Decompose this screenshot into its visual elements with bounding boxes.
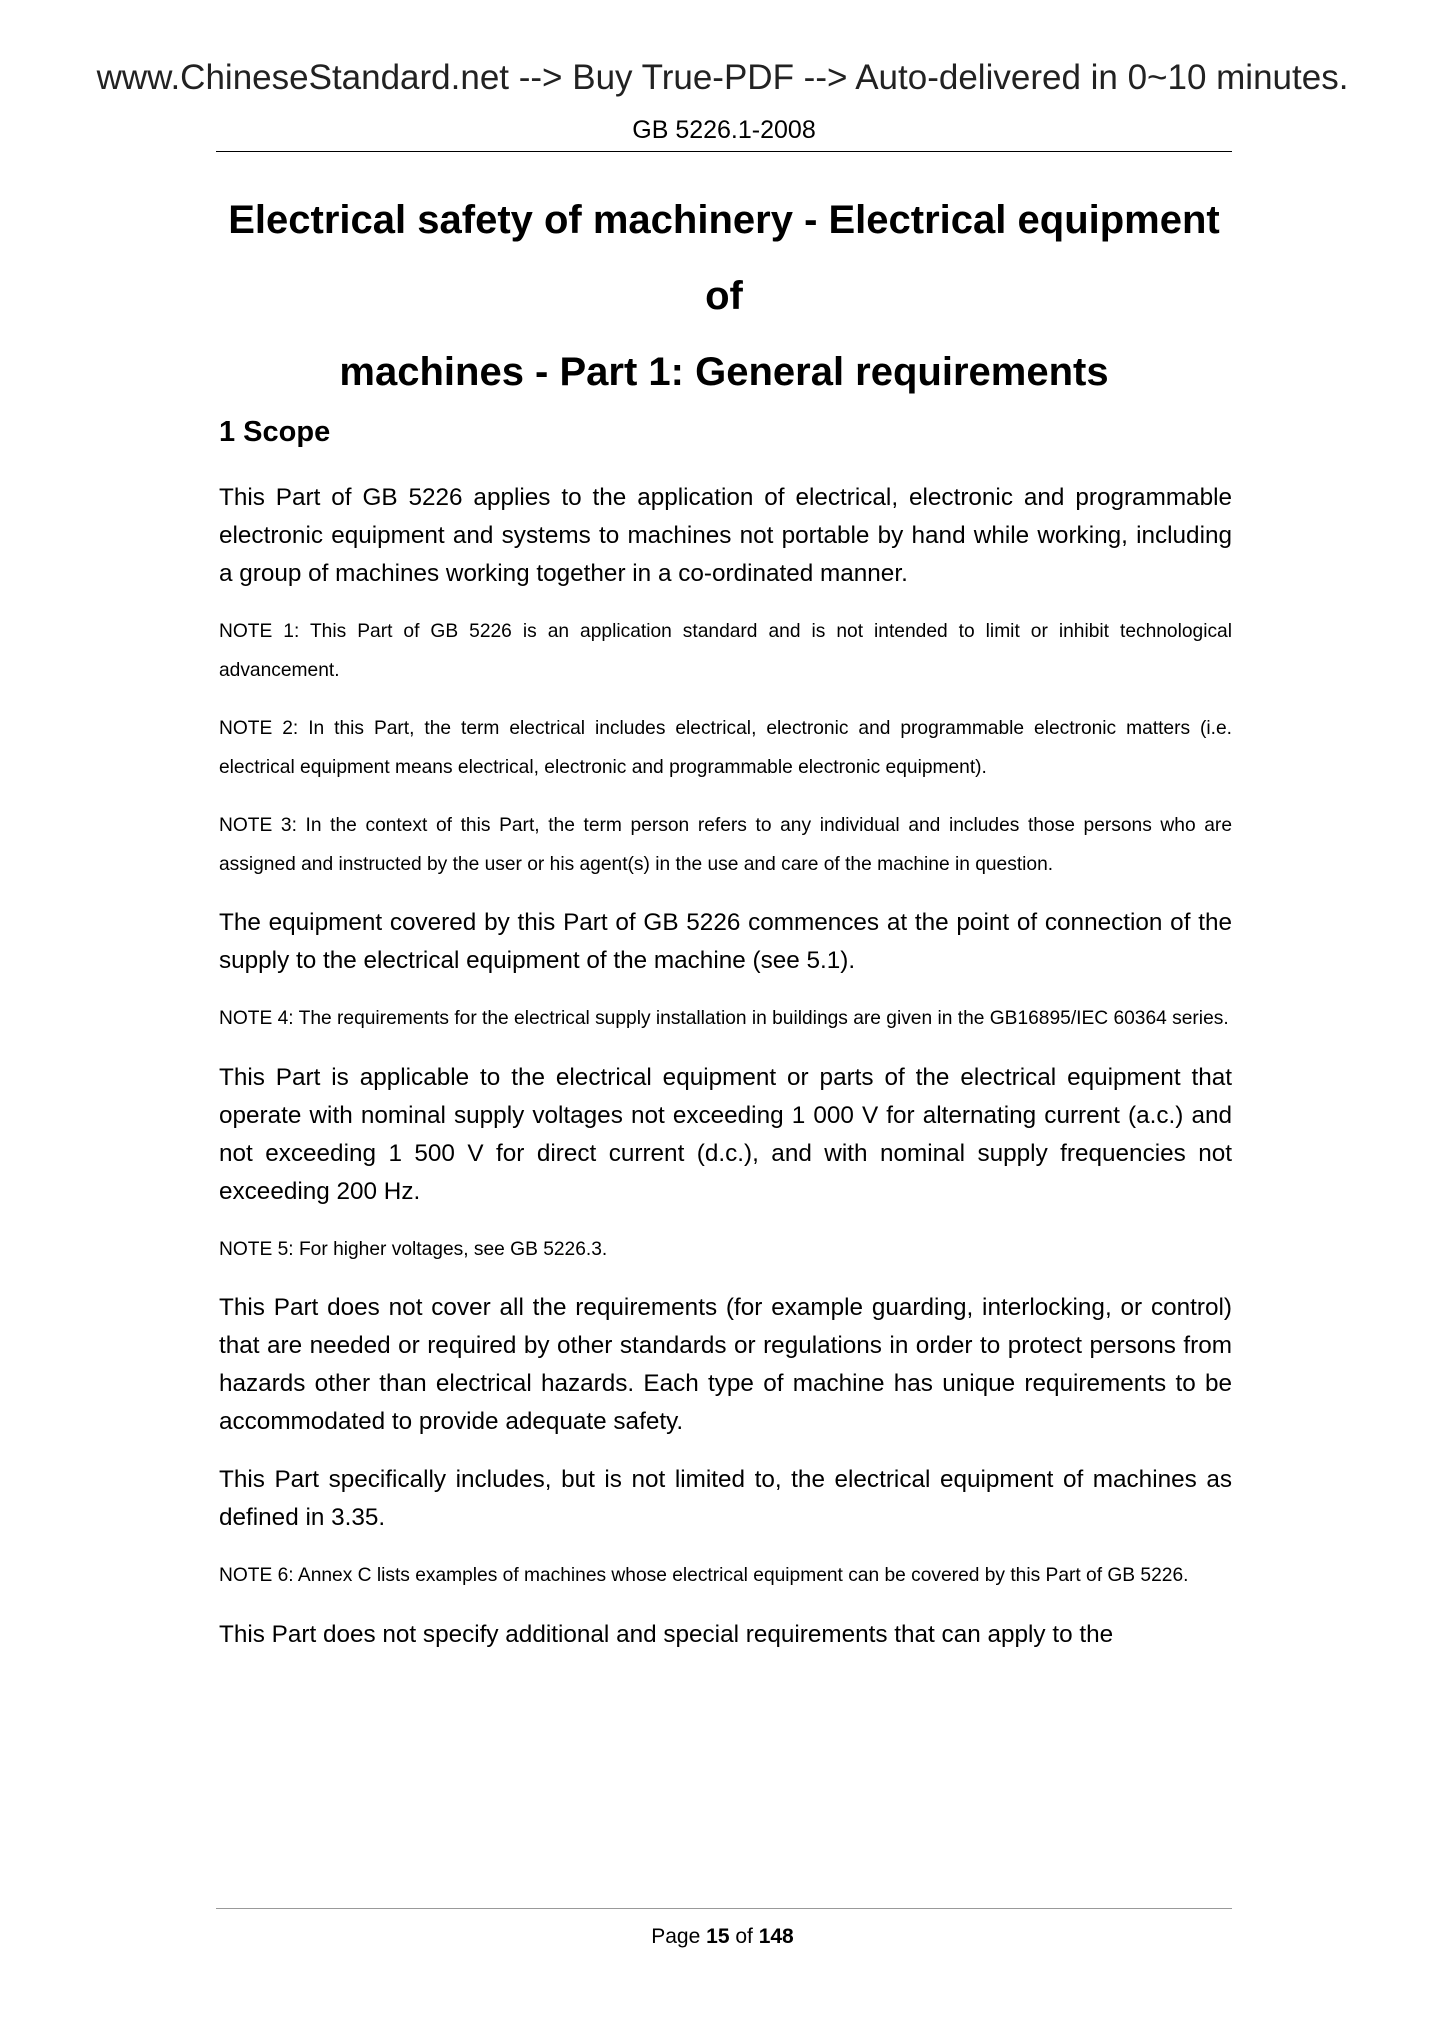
note: NOTE 1: This Part of GB 5226 is an application standard and is not intended to limit or inhibit technological advancement.	[219, 621, 1232, 681]
paragraph: This Part specifically includes, but is not limited to, the electrical equipment of machines as defined in 3.35.	[219, 1466, 1232, 1531]
page-footer	[0, 1923, 1445, 1951]
page-total: 148	[758, 1925, 794, 1948]
title-line-2: machines - Part 1: General requirements	[339, 350, 1109, 394]
note: NOTE 6: Annex C lists examples of machines whose electrical equipment can be covered by this Part of GB 5226.	[219, 1565, 1189, 1586]
section-heading: 1 Scope	[219, 416, 331, 448]
document-id: GB 5226.1-2008	[632, 116, 816, 144]
paragraph: The equipment covered by this Part of GB 5226 commences at the point of connection of the supply to the electrical equipment of the machine (see 5.1).	[219, 909, 1232, 974]
note: NOTE 2: In this Part, the term electrical includes electrical, electronic and programmable electronic matters (i.e. electrical equipment means electrical, electronic and programmable electronic equipment).	[219, 718, 1232, 778]
page-of-label: of	[735, 1925, 753, 1948]
document-title	[216, 182, 1232, 410]
paragraph: This Part is applicable to the electrical equipment or parts of the electrical equipment that operate with nominal supply voltages not exceeding 1 000 V for alternating current (a.c.) and not exceeding 1 500 V for direct current (d.c.), and with nominal supply frequencies not exceeding 200 Hz.	[219, 1063, 1232, 1205]
note: NOTE 5: For higher voltages, see GB 5226.3.	[219, 1238, 608, 1260]
footer-divider	[216, 1908, 1232, 1909]
paragraph: This Part does not specify additional and special requirements that can apply to the	[219, 1620, 1114, 1648]
note: NOTE 3: In the context of this Part, the term person refers to any individual and includes those persons who are assigned and instructed by the user or his agent(s) in the use and care of the machine in question.	[219, 815, 1232, 875]
paragraph: This Part of GB 5226 applies to the application of electrical, electronic and programmable electronic equipment and systems to machines not portable by hand while working, including a group of machines working together in a co-ordinated manner.	[219, 484, 1232, 587]
header-divider	[216, 151, 1232, 152]
title-line-1: Electrical safety of machinery - Electrical equipment of	[228, 198, 1220, 318]
document-body	[219, 414, 1232, 1674]
vendor-banner: www.ChineseStandard.net --> Buy True-PDF --> Auto-delivered in 0~10 minutes.	[96, 58, 1349, 97]
page-label: Page	[651, 1925, 701, 1948]
page-number: 15	[706, 1925, 730, 1948]
paragraph: This Part does not cover all the requirements (for example guarding, interlocking, or control) that are needed or required by other standards or regulations in order to protect persons from hazards other than electrical hazards. Each type of machine has unique requirements to be accommodated to provide adequate safety.	[219, 1294, 1232, 1435]
note: NOTE 4: The requirements for the electrical supply installation in buildings are given in the GB16895/IEC 60364 series.	[219, 1008, 1229, 1029]
